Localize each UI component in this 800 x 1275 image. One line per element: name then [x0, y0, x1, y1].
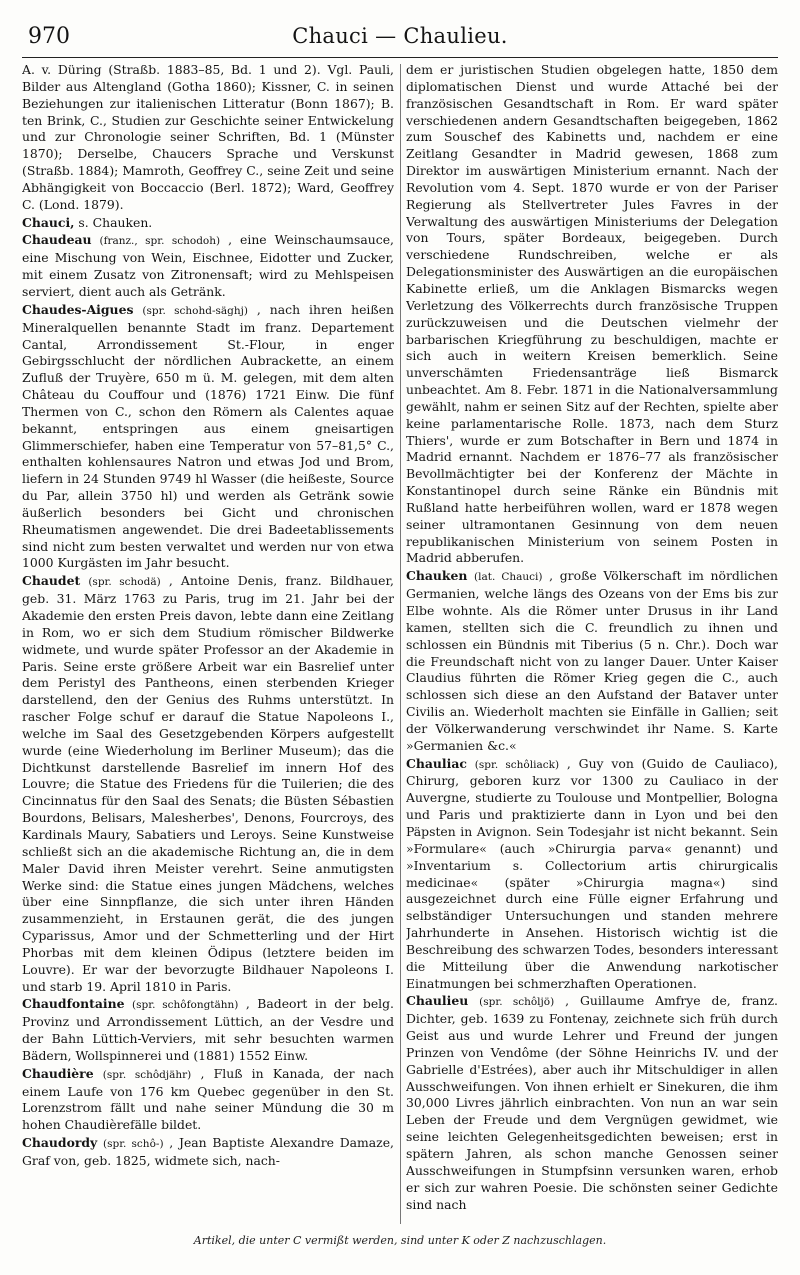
dictionary-entry — [22, 1135, 394, 1170]
entry-pronunciation: (spr. schôljö) — [479, 996, 555, 1009]
entry-pronunciation: (spr. schodä) — [88, 576, 161, 589]
entry-pronunciation: (spr. schôliack) — [474, 758, 560, 771]
entry-text: , Fluß in Kanada, der nach einem Laufe von 176 km Quebec gegenüber in den St. Lorenzstrom fällt und nahe seiner Mündung die 30 m hohen Chaudièrefälle bildet. — [22, 1065, 394, 1133]
running-head: Chauci — Chaulieu. — [292, 24, 508, 48]
entry-pronunciation: (franz., spr. schodoh) — [99, 235, 221, 248]
footer-note: Artikel, die unter C vermißt werden, sind unter K oder Z nachzuschlagen. — [193, 1234, 607, 1247]
dictionary-entry — [406, 756, 778, 993]
entry-headword: Chaudière — [22, 1065, 94, 1081]
entry-pronunciation: (lat. Chauci) — [474, 571, 543, 584]
entry-headword: Chauci, — [22, 214, 75, 230]
entry-text: A. v. Düring (Straßb. 1883–85, Bd. 1 und 2). Vgl. Pauli, Bilder aus Altengland (Gotha 1860); Kissner, C. in seinen Beziehungen zur italienischen Litteratur (Bonn 1867); B. ten Brink, C., Studien zur Geschichte seiner Entwickelung und zur Chronologie seiner Schriften, Bd. 1 (Münster 1870); Derselbe, Chaucers Sprache und Verskunst (Straßb. 1884); Mamroth, Geoffrey C., seine Zeit und seine Abhängigkeit von Boccaccio (Berl. 1872); Ward, Geoffrey C. (Lond. 1879). — [22, 62, 394, 212]
dictionary-entry — [22, 62, 394, 214]
dictionary-entry — [406, 62, 778, 567]
entry-headword: Chaudfontaine — [22, 996, 125, 1012]
entry-text: , Jean Baptiste Alexandre Damaze, Graf von, geb. 1825, widmete sich, nach- — [22, 1135, 394, 1168]
dictionary-entry — [22, 232, 394, 300]
dictionary-entry — [22, 1066, 394, 1134]
dictionary-entry — [22, 573, 394, 995]
dictionary-entry — [22, 215, 394, 232]
left-column — [22, 62, 394, 1227]
entry-headword: Chaudeau — [22, 232, 92, 248]
entry-headword: Chaudes-Aigues — [22, 301, 134, 317]
entry-text: dem er juristischen Studien obgelegen hatte, 1850 dem diplomatischen Dienst und wurde Attaché bei der französischen Gesandtschaft in Rom. Er ward später verschiedenen andern Gesandtschaften beigegeben, 1862 zum Souschef des Kabinetts und, nachdem er eine Zeitlang Gesandter in Madrid gewesen, 1868 zum Direktor im auswärtigen Ministerium ernannt. Nach der Revolution vom 4. Sept. 1870 wurde er von der Pariser Regierung als Stellvertreter Jules Favres in der Verwaltung des auswärtigen Ministeriums der Delegation von Tours, später Bordeaux, beigegeben. Durch verschiedene Rundschreiben, welche er als Delegationsminister des Auswärtigen an die europäischen Kabinette erließ, um die Anklagen Bismarcks wegen Verletzung des Völkerrechts durch französische Truppen zurückzuweisen und die Deutschen vielmehr der barbarischen Kriegführung zu beschuldigen, machte er sich auch in weitern Kreisen bemerklich. Seine unverschämten Friedensanträge ließ Bismarck unbeachtet. Am 8. Febr. 1871 in die Nationalversammlung gewählt, nahm er seinen Sitz auf der Rechten, spielte aber keine parlamentarische Rolle. 1873, nach dem Sturz Thiers', wurde er zum Botschafter in Bern und 1874 in Madrid ernannt. Nachdem er 1876–77 als französischer Bevollmächtigter bei der Konferenz der Mächte in Konstantinopel durch seine Ränke ein Bündnis mit Rußland hatte herbeiführen wollen, ward er 1878 wegen seiner ultramontanen Gesinnung von dem neuen republikanischen Ministerium von seinem Posten in Madrid abberufen. — [406, 62, 778, 566]
page-number: 970 — [28, 24, 70, 49]
dictionary-entry — [406, 568, 778, 754]
entry-headword: Chaudet — [22, 573, 81, 589]
entry-text: , große Völkerschaft im nördlichen Germanien, welche längs des Ozeans von der Ems bis zur Elbe wohnte. Als die Römer unter Drusus in ihr Land kamen, stellten sich die C. freundlich zu ihnen und schlossen ein Bündnis mit Tiberius (5 n. Chr.). Doch war die Freundschaft nicht von zu langer Dauer. Unter Kaiser Claudius führten die Römer Krieg gegen die C., auch schlossen sich diese an den Aufstand der Bataver unter Civilis an. Wiederholt machten sie Einfälle in Gallien; seit der Völkerwanderung verschwindet ihr Name. S. Karte »Germanien &c.« — [406, 568, 778, 753]
page-header — [22, 18, 778, 58]
entry-headword: Chauliac — [406, 755, 467, 771]
dictionary-entry — [22, 302, 394, 573]
entry-pronunciation: (spr. schôdjähr) — [102, 1068, 192, 1081]
entry-pronunciation: (spr. schô-) — [102, 1138, 164, 1151]
entry-headword: Chauken — [406, 568, 468, 584]
entry-text: s. Chauken. — [74, 214, 153, 230]
dictionary-entry — [22, 996, 394, 1064]
entry-headword: Chaulieu — [406, 993, 469, 1009]
entry-pronunciation: (spr. schohd-säghj) — [142, 304, 248, 317]
entry-text: , nach ihren heißen Mineralquellen benannte Stadt im franz. Departement Cantal, Arrondissement St.-Flour, in enger Gebirgsschlucht der nördlichen Aubrackette, an einem Zufluß der Truyère, 650 m ü. M. gelegen, mit dem alten Château du Couffour und (1876) 1721 Einw. Die fünf Thermen von C., schon den Römern als Calentes aquae bekannt, entspringen aus einem gneisartigen Glimmerschiefer, haben eine Temperatur von 57–81,5° C., enthalten kohlensaures Natron und etwas Jod und Brom, liefern in 24 Stunden 9749 hl Wasser (die heißeste, Source du Par, allein 3750 hl) und werden als Getränk sowie äußerlich besonders bei Gicht und chronischen Rheumatismen angewendet. Die drei Badeetablissements sind nicht zum besten verwaltet und werden nur von etwa 1000 Kurgästen im Jahr besucht. — [22, 301, 394, 571]
entry-text: , Guillaume Amfrye de, franz. Dichter, geb. 1639 zu Fontenay, zeichnete sich früh durch Geist aus und wurde Lehrer und Freund der jungen Prinzen von Vendôme (der Söhne Heinrichs IV. und der Gabrielle d'Estrées), aber auch ihr Mitschuldiger in allen Ausschweifungen. Von ihnen erhielt er Sinekuren, die ihm 30,000 Livres jährlich einbrachten. Von nun an war sein Leben der Freude und dem Vergnügen gewidmet, wie seine leichten Gelegenheitsgedichten beweisen; erst in spätern Jahren, als schon manche Genossen seiner Ausschweifungen in Stumpfsinn versunken waren, erhob er sich zur wahren Poesie. Die schönsten seiner Gedichte sind nach — [406, 993, 778, 1212]
column-divider — [400, 64, 401, 1224]
entry-pronunciation: (spr. schôfongtähn) — [132, 999, 239, 1012]
header-rule — [22, 57, 778, 58]
text-columns — [22, 62, 778, 1227]
right-column — [406, 62, 778, 1227]
entry-text: , Antoine Denis, franz. Bildhauer, geb. 31. März 1763 zu Paris, trug im 21. Jahr bei der Akademie den ersten Preis davon, lebte dann eine Zeitlang in Rom, wo er sich dem Studium römischer Bildwerke widmete, und wurde später Professor an der Akademie in Paris. Seine erste größere Arbeit war ein Basrelief unter dem Peristyl des Pantheons, einen sterbenden Krieger darstellend, den der Genius des Ruhms unterstützt. In rascher Folge schuf er darauf die Statue Napoleons I., welche im Saal des Gesetzgebenden Körpers aufgestellt wurde (eine Wiederholung im Berliner Museum); das die Dichtkunst darstellende Basrelief im innern Hof des Louvre; die Statue des Friedens für die Tuilerien; die des Cincinnatus für den Saal des Senats; die Büsten Sébastien Bourdons, Belisars, Malesherbes', Denons, Fourcroys, des Kardinals Maury, Sabatiers und Leroys. Seine Kunstweise schließt sich an die akademische Richtung an, die in dem Maler David ihren Meister verehrt. Seine anmutigsten Werke sind: die Statue eines jungen Mädchens, welches über eine Sinnpflanze, die sich unter ihren Händen zusammenzieht, in Erstaunen gerät, die des jungen Cyparissus, Amor und der Schmetterling und der Hirt Phorbas mit dem kleinen Ödipus (letztere beiden im Louvre). Er war der bevorzugte Bildhauer Napoleons I. und starb 19. April 1810 in Paris. — [22, 573, 394, 994]
dictionary-page — [22, 18, 778, 1258]
entry-text: , Guy von (Guido de Cauliaco), Chirurg, geboren kurz vor 1300 zu Cauliaco in der Auvergne, studierte zu Toulouse und Montpellier, Bologna und Paris und praktizierte dann in Lyon und bei den Päpsten in Avignon. Sein Todesjahr ist nicht bekannt. Sein »Formulare« (auch »Chirurgia parva« genannt) und »Inventarium s. Collectorium artis chirurgicalis medicinae« (später »Chirurgia magna«) sind ausgezeichnet durch eine Fülle eigner Erfahrung und selbständiger Untersuchungen und standen mehrere Jahrhunderte in Ansehen. Historisch wichtig ist die Beschreibung des schwarzen Todes, besonders interessant die Mitteilung über die Anwendung narkotischer Einatmungen bei schmerzhaften Operationen. — [406, 755, 778, 991]
entry-text: , Badeort in der belg. Provinz und Arrondissement Lüttich, an der Vesdre und der Bahn Lüttich-Verviers, mit sehr besuchten warmen Bädern, Wollspinnerei und (1881) 1552 Einw. — [22, 996, 394, 1063]
entry-headword: Chaudordy — [22, 1135, 98, 1151]
entry-text: , eine Weinschaumsauce, eine Mischung von Wein, Eischnee, Eidotter und Zucker, mit einem Zusatz von Zitronensaft; wird zu Mehlspeisen serviert, dient auch als Getränk. — [22, 232, 394, 299]
dictionary-entry — [406, 993, 778, 1213]
